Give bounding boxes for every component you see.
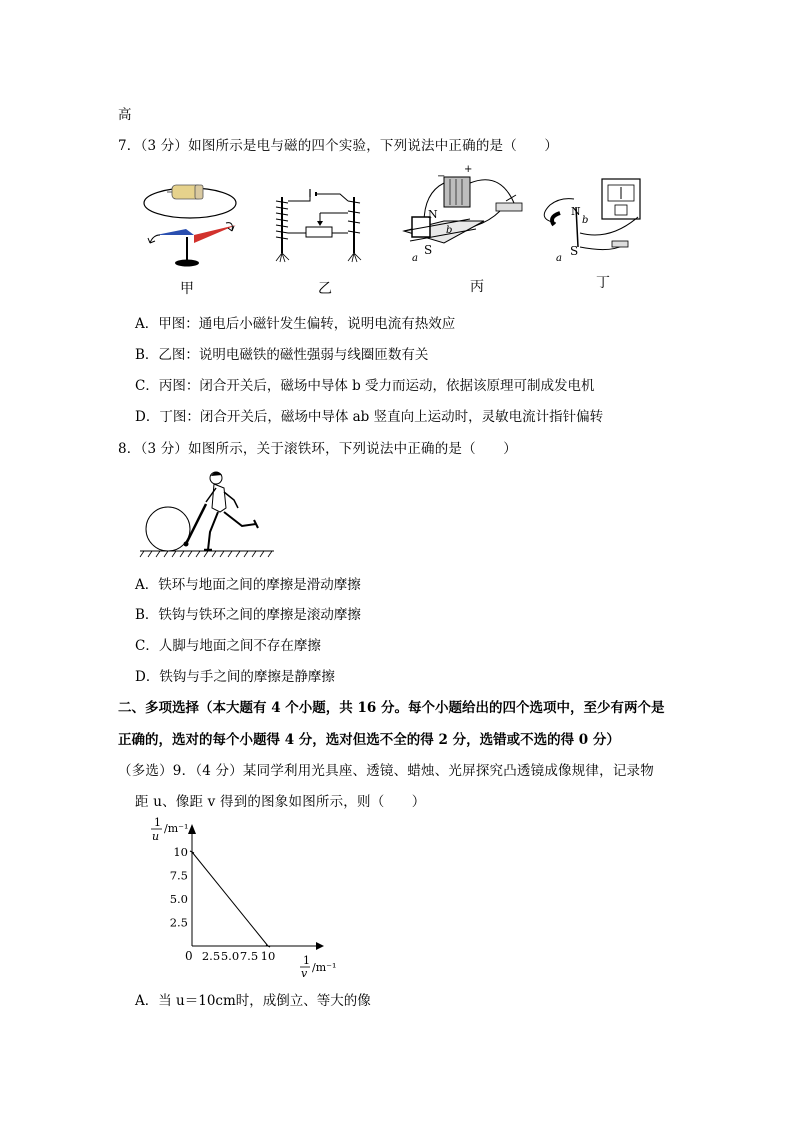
x-axis-arrow [316, 942, 324, 950]
q8-figure-hoop-rolling [138, 466, 280, 560]
q7-option-d: D．丁图：闭合开关后，磁场中导体 ab 竖直向上运动时，灵敏电流计指针偏转 [135, 409, 604, 425]
series-line [192, 852, 268, 946]
q9-chart [140, 812, 360, 980]
figure-bing-apparatus [404, 164, 522, 264]
q7-figure [140, 163, 650, 295]
y-tick-label: 10 [173, 845, 188, 859]
label-S2: S [570, 244, 579, 258]
label-N2: N [571, 205, 581, 218]
caption-ding: 丁 [596, 275, 610, 291]
label-a2: a [556, 253, 562, 264]
q7-stem: 7．（3 分）如图所示是电与磁的四个实验，下列说法中正确的是（ ） [118, 138, 559, 154]
top-fragment: 高 [118, 107, 132, 123]
caption-jia: 甲 [180, 281, 194, 297]
label-minus: − [437, 171, 446, 182]
section2-line2: 正确的，选对的每个小题得 4 分，选对但选不全的得 2 分，选错或不选的得 0 分） [118, 732, 620, 748]
q8-option-b: B．铁钩与铁环之间的摩擦是滚动摩擦 [135, 607, 361, 623]
q7-option-c: C．丙图：闭合开关后，磁场中导体 b 受力而运动，依据该原理可制成发电机 [135, 378, 595, 394]
figure-jia-apparatus [144, 185, 236, 267]
q7-option-b: B．乙图：说明电磁铁的磁性强弱与线圈匝数有关 [135, 347, 429, 363]
x-axis-label-num: 1 [303, 954, 310, 967]
section2-line1: 二、多项选择（本大题有 4 个小题，共 16 分。每个小题给出的四个选项中，至少有两个是 [118, 700, 665, 716]
q9-stem-line2: 距 u、像距 v 得到的图象如图所示，则（ ） [135, 794, 426, 810]
x-axis-label-den: v [301, 967, 308, 980]
q8-option-d: D．铁钩与手之间的摩擦是静摩擦 [135, 669, 335, 685]
q8-option-a: A．铁环与地面之间的摩擦是滑动摩擦 [135, 577, 361, 593]
q9-stem-line1: （多选）9．（4 分）某同学利用光具座、透镜、蜡烛、光屏探究凸透镜成像规律，记录物 [118, 763, 654, 779]
label-b: b [446, 225, 453, 236]
q7-option-a: A．甲图：通电后小磁针发生偏转，说明电流有热效应 [135, 316, 456, 332]
label-a: a [412, 253, 418, 264]
y-axis-arrow [188, 824, 196, 834]
x-axis-label-unit: /m⁻¹ [312, 961, 337, 974]
label-N: N [428, 208, 438, 221]
x-tick-label: 2.5 [201, 949, 221, 963]
figure-yi-apparatus [276, 189, 361, 262]
origin-label: 0 [185, 949, 193, 963]
q9-option-a: A．当 u＝10cm时，成倒立、等大的像 [135, 993, 371, 1009]
label-plus: + [464, 164, 473, 175]
label-b2: b [582, 215, 589, 226]
q8-option-c: C．人脚与地面之间不存在摩擦 [135, 638, 321, 654]
y-tick-label: 2.5 [169, 915, 188, 930]
caption-bing: 丙 [470, 279, 484, 295]
y-axis-label-unit: /m⁻¹ [164, 822, 189, 835]
y-axis-label-num: 1 [154, 816, 161, 829]
y-tick-label: 7.5 [169, 868, 188, 883]
y-axis-label-den: u [152, 830, 160, 843]
y-tick-label: 5.0 [169, 892, 188, 906]
figure-ding-apparatus [544, 179, 640, 264]
label-S: S [424, 243, 433, 257]
x-tick-label: 10 [260, 949, 276, 963]
x-tick-label: 7.5 [239, 949, 259, 963]
x-tick-label: 5.0 [220, 949, 240, 963]
q8-stem: 8．（3 分）如图所示，关于滚铁环，下列说法中正确的是（ ） [118, 441, 517, 457]
caption-yi: 乙 [318, 281, 332, 297]
